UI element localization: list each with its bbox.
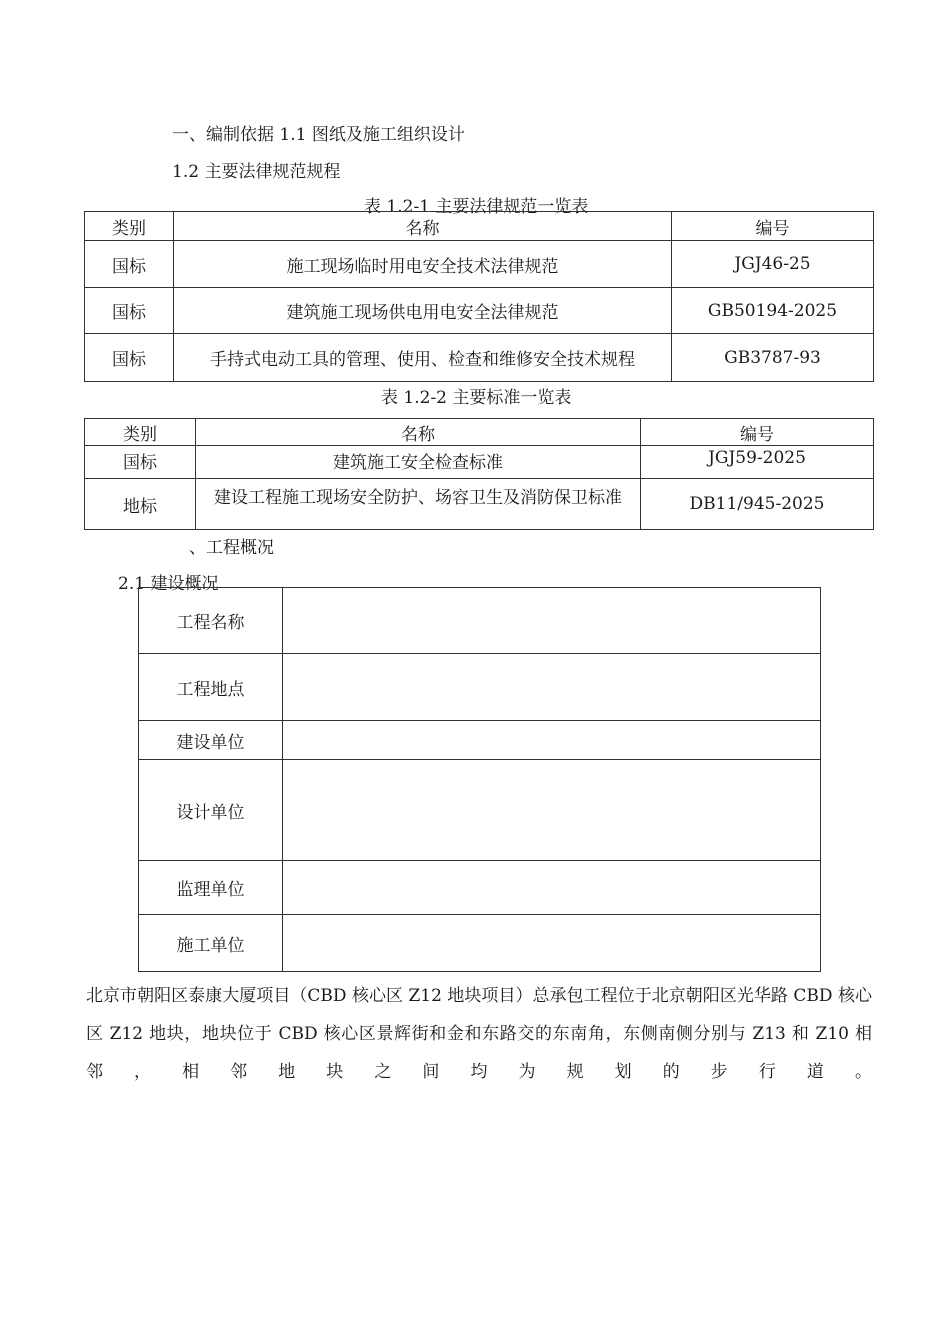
table-row	[85, 241, 874, 288]
table-row	[85, 334, 874, 382]
row-value	[283, 861, 821, 915]
cell-category: 国标	[85, 241, 174, 288]
table-row	[139, 588, 821, 654]
table-header-row	[85, 419, 874, 446]
cell-category: 国标	[85, 334, 174, 382]
cell-name: 施工现场临时用电安全技术法律规范	[174, 241, 672, 288]
row-label: 设计单位	[139, 760, 283, 861]
cell-code: GB50194-2025	[672, 288, 874, 334]
row-label: 施工单位	[139, 915, 283, 972]
header-name: 名称	[196, 419, 641, 446]
row-value	[283, 588, 821, 654]
cell-name: 手持式电动工具的管理、使用、检查和维修安全技术规程	[174, 334, 672, 382]
cell-code: JGJ46-25	[672, 241, 874, 288]
header-code: 编号	[672, 212, 874, 241]
table-row	[139, 760, 821, 861]
row-value	[283, 721, 821, 760]
header-name: 名称	[174, 212, 672, 241]
heading-construction-overview: 2.1 建设概况	[118, 574, 219, 594]
cell-category: 地标	[85, 479, 196, 530]
row-value	[283, 760, 821, 861]
regulations-table	[84, 211, 874, 382]
row-value	[283, 654, 821, 721]
cell-name: 建筑施工现场供电用电安全法律规范	[174, 288, 672, 334]
cell-code: JGJ59-2025	[641, 446, 874, 479]
table-row	[139, 721, 821, 760]
cell-category: 国标	[85, 288, 174, 334]
table-row	[139, 654, 821, 721]
table-row	[85, 446, 874, 479]
row-value	[283, 915, 821, 972]
table-row	[139, 861, 821, 915]
project-description	[86, 977, 872, 1091]
cell-name: 建筑施工安全检查标准	[196, 446, 641, 479]
table1-caption: 表 1.2-1 主要法律规范一览表	[364, 197, 589, 217]
description-line-3: 邻 ， 相 邻 地 块 之 间 均 为 规 划 的 步 行 道 。	[86, 1062, 872, 1082]
table-row	[139, 915, 821, 972]
standards-table	[84, 418, 874, 530]
heading-basis: 一、编制依据 1.1 图纸及施工组织设计	[172, 125, 465, 145]
header-category: 类别	[85, 212, 174, 241]
heading-regulations: 1.2 主要法律规范规程	[172, 162, 341, 182]
cell-name: 建设工程施工现场安全防护、场容卫生及消防保卫标准	[196, 479, 641, 530]
table-header-row	[85, 212, 874, 241]
cell-code: DB11/945-2025	[641, 479, 874, 530]
description-line-2: 区 Z12 地块，地块位于 CBD 核心区景辉街和金和东路交的东南角，东侧南侧分别与 Z13 和 Z10 相	[86, 1024, 872, 1044]
row-label: 工程名称	[139, 588, 283, 654]
table2-caption: 表 1.2-2 主要标准一览表	[381, 388, 572, 408]
project-info-table	[138, 587, 821, 972]
row-label: 建设单位	[139, 721, 283, 760]
row-label: 工程地点	[139, 654, 283, 721]
cell-code: GB3787-93	[672, 334, 874, 382]
description-line-1: 北京市朝阳区泰康大厦项目（CBD 核心区 Z12 地块项目）总承包工程位于北京朝阳区光华路 CBD 核心	[86, 986, 872, 1006]
heading-project-overview: 、工程概况	[189, 538, 274, 558]
cell-category: 国标	[85, 446, 196, 479]
table-row	[85, 288, 874, 334]
row-label: 监理单位	[139, 861, 283, 915]
table-row	[85, 479, 874, 530]
header-category: 类别	[85, 419, 196, 446]
header-code: 编号	[641, 419, 874, 446]
